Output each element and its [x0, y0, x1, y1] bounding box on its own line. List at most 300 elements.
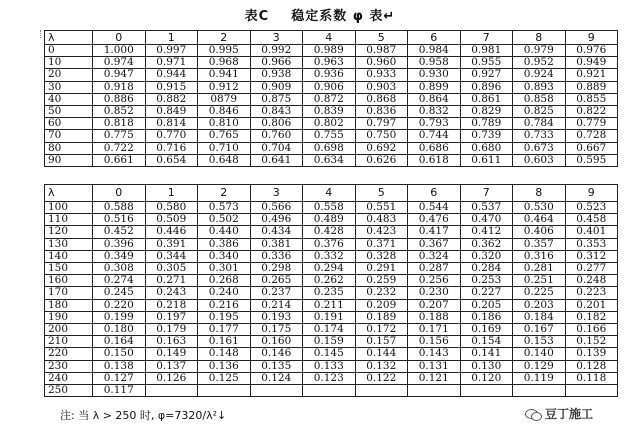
coefficient-cell: 0.464: [513, 214, 566, 226]
lambda-cell: 20: [45, 69, 93, 81]
coefficient-cell: 0.760: [250, 130, 303, 142]
coefficient-cell: 0.138: [93, 360, 146, 372]
coefficient-cell: 0.868: [355, 93, 408, 105]
column-header: 8: [513, 31, 566, 45]
document-title: [0, 5, 640, 24]
coefficient-cell: 0.245: [93, 287, 146, 299]
coefficient-cell: 0.434: [250, 226, 303, 238]
coefficient-cell: [565, 385, 618, 397]
coefficient-cell: 0.924: [513, 69, 566, 81]
coefficient-cell: 0.143: [408, 348, 461, 360]
lambda-cell: 30: [45, 81, 93, 93]
coefficient-cell: 0.144: [355, 348, 408, 360]
coefficient-cell: 0.987: [355, 45, 408, 57]
coefficient-cell: [355, 385, 408, 397]
lambda-cell: 0: [45, 45, 93, 57]
lambda-cell: 100: [45, 202, 93, 214]
coefficient-cell: 0.906: [303, 81, 356, 93]
coefficient-cell: 0.349: [93, 250, 146, 262]
coefficient-cell: 0.225: [513, 287, 566, 299]
coefficient-cell: 0.960: [355, 57, 408, 69]
coefficient-cell: 0.353: [565, 238, 618, 250]
coefficient-cell: 0.573: [198, 202, 251, 214]
lambda-cell: 190: [45, 311, 93, 323]
lambda-cell: 80: [45, 142, 93, 154]
coefficient-cell: 0.243: [145, 287, 198, 299]
speech-bubbles-icon: [524, 407, 542, 421]
column-header: 7: [460, 31, 513, 45]
coefficient-cell: 0.849: [145, 106, 198, 118]
coefficient-cell: 0.810: [198, 118, 251, 130]
coefficient-cell: 0.197: [145, 311, 198, 323]
coefficient-cell: 0.739: [460, 130, 513, 142]
coefficient-cell: 0.661: [93, 154, 146, 166]
coefficient-cell: 0.262: [303, 275, 356, 287]
coefficient-cell: 0.496: [250, 214, 303, 226]
coefficient-cell: 0.981: [460, 45, 513, 57]
coefficient-cell: 0.256: [408, 275, 461, 287]
coefficient-cell: 0.332: [303, 250, 356, 262]
coefficient-cell: 0.875: [250, 93, 303, 105]
lambda-cell: 110: [45, 214, 93, 226]
coefficient-cell: 0.328: [355, 250, 408, 262]
coefficient-cell: 0.301: [198, 263, 251, 275]
coefficient-cell: 0.551: [355, 202, 408, 214]
coefficient-cell: 0.673: [513, 142, 566, 154]
coefficient-cell: 0.611: [460, 154, 513, 166]
coefficient-cell: 0.189: [355, 311, 408, 323]
stability-coefficient-table-2: [44, 184, 618, 397]
coefficient-cell: 0.268: [198, 275, 251, 287]
column-header: 9: [565, 185, 618, 202]
coefficient-cell: 0.357: [513, 238, 566, 250]
stability-coefficient-table-1: [44, 30, 618, 167]
coefficient-cell: 0.344: [145, 250, 198, 262]
coefficient-cell: 0.595: [565, 154, 618, 166]
coefficient-cell: 0.686: [408, 142, 461, 154]
coefficient-cell: 0.123: [303, 372, 356, 384]
coefficient-cell: 0.667: [565, 142, 618, 154]
coefficient-cell: 0.362: [460, 238, 513, 250]
text-cursor-marker: [40, 30, 43, 38]
coefficient-cell: 0.634: [303, 154, 356, 166]
coefficient-cell: 0.909: [250, 81, 303, 93]
coefficient-cell: 0.698: [303, 142, 356, 154]
coefficient-cell: 0.218: [145, 299, 198, 311]
coefficient-cell: 0.166: [565, 324, 618, 336]
coefficient-cell: 0.779: [565, 118, 618, 130]
column-header: 6: [408, 185, 461, 202]
lambda-cell: 140: [45, 250, 93, 262]
coefficient-cell: 0.145: [303, 348, 356, 360]
coefficient-cell: 0.149: [145, 348, 198, 360]
coefficient-cell: 0.281: [513, 263, 566, 275]
coefficient-cell: [408, 385, 461, 397]
coefficient-cell: [145, 385, 198, 397]
coefficient-cell: 0.391: [145, 238, 198, 250]
coefficient-cell: 0.440: [198, 226, 251, 238]
coefficient-cell: 0.401: [565, 226, 618, 238]
coefficient-cell: 0.117: [93, 385, 146, 397]
table-row: [45, 336, 618, 348]
lambda-cell: 240: [45, 372, 93, 384]
coefficient-cell: 0.806: [250, 118, 303, 130]
coefficient-cell: [250, 385, 303, 397]
coefficient-cell: 0.220: [93, 299, 146, 311]
coefficient-cell: 0.284: [460, 263, 513, 275]
column-header: 5: [355, 185, 408, 202]
column-header: 3: [250, 185, 303, 202]
table-row: [45, 45, 618, 57]
lambda-cell: 210: [45, 336, 93, 348]
coefficient-cell: 0.207: [408, 299, 461, 311]
coefficient-cell: 0.227: [460, 287, 513, 299]
coefficient-cell: 0.825: [513, 106, 566, 118]
coefficient-cell: 0.858: [513, 93, 566, 105]
coefficient-cell: 0.175: [250, 324, 303, 336]
coefficient-cell: 0.893: [513, 81, 566, 93]
coefficient-cell: 0.172: [355, 324, 408, 336]
coefficient-cell: 1.000: [93, 45, 146, 57]
lambda-cell: 40: [45, 93, 93, 105]
column-header: 6: [408, 31, 461, 45]
coefficient-cell: 0.864: [408, 93, 461, 105]
coefficient-cell: 0.832: [408, 106, 461, 118]
coefficient-cell: 0.997: [145, 45, 198, 57]
coefficient-cell: 0.184: [513, 311, 566, 323]
coefficient-cell: 0.174: [303, 324, 356, 336]
coefficient-cell: 0.124: [250, 372, 303, 384]
table-row: [45, 263, 618, 275]
coefficient-cell: 0.733: [513, 130, 566, 142]
coefficient-cell: 0.381: [250, 238, 303, 250]
column-header: 4: [303, 31, 356, 45]
coefficient-cell: 0.121: [408, 372, 461, 384]
lambda-header: λ: [45, 185, 93, 202]
table-row: [45, 226, 618, 238]
coefficient-cell: 0.818: [93, 118, 146, 130]
column-header: 0: [93, 31, 146, 45]
coefficient-cell: 0.248: [565, 275, 618, 287]
coefficient-cell: 0.692: [355, 142, 408, 154]
coefficient-cell: 0.129: [513, 360, 566, 372]
coefficient-cell: 0.119: [513, 372, 566, 384]
coefficient-cell: 0.428: [303, 226, 356, 238]
coefficient-cell: 0.139: [565, 348, 618, 360]
coefficient-cell: 0.179: [145, 324, 198, 336]
title-text: 稳定系数 φ 表↵: [291, 9, 396, 24]
coefficient-cell: 0.839: [303, 106, 356, 118]
coefficient-cell: 0.209: [355, 299, 408, 311]
coefficient-cell: [513, 385, 566, 397]
coefficient-cell: 0.118: [565, 372, 618, 384]
coefficient-cell: 0.423: [355, 226, 408, 238]
coefficient-cell: 0.169: [460, 324, 513, 336]
coefficient-cell: 0.153: [513, 336, 566, 348]
table-row: [45, 154, 618, 166]
coefficient-cell: 0.291: [355, 263, 408, 275]
table-row: [45, 311, 618, 323]
coefficient-cell: 0.316: [513, 250, 566, 262]
coefficient-cell: 0.127: [93, 372, 146, 384]
coefficient-cell: 0.963: [303, 57, 356, 69]
coefficient-cell: 0.984: [408, 45, 461, 57]
coefficient-cell: 0.958: [408, 57, 461, 69]
coefficient-cell: 0.376: [303, 238, 356, 250]
table-row: [45, 238, 618, 250]
coefficient-cell: 0.502: [198, 214, 251, 226]
coefficient-cell: 0.489: [303, 214, 356, 226]
coefficient-cell: 0.203: [513, 299, 566, 311]
coefficient-cell: 0.855: [565, 93, 618, 105]
lambda-cell: 160: [45, 275, 93, 287]
coefficient-cell: 0.122: [355, 372, 408, 384]
table-row: [45, 93, 618, 105]
table-row: [45, 348, 618, 360]
coefficient-cell: 0.195: [198, 311, 251, 323]
lambda-cell: 180: [45, 299, 93, 311]
watermark-text: 豆丁施工: [545, 407, 594, 421]
coefficient-cell: 0.588: [93, 202, 146, 214]
coefficient-cell: 0.750: [355, 130, 408, 142]
coefficient-cell: 0.523: [565, 202, 618, 214]
lambda-cell: 70: [45, 130, 93, 142]
coefficient-cell: 0.193: [250, 311, 303, 323]
coefficient-cell: 0.458: [565, 214, 618, 226]
coefficient-cell: 0.259: [355, 275, 408, 287]
coefficient-cell: 0.180: [93, 324, 146, 336]
table-row: [45, 372, 618, 384]
table-row: [45, 202, 618, 214]
coefficient-cell: 0.992: [250, 45, 303, 57]
coefficient-cell: 0.938: [250, 69, 303, 81]
coefficient-cell: 0.230: [408, 287, 461, 299]
lambda-cell: 230: [45, 360, 93, 372]
coefficient-cell: 0.843: [250, 106, 303, 118]
coefficient-cell: 0.287: [408, 263, 461, 275]
coefficient-cell: 0.558: [303, 202, 356, 214]
coefficient-cell: 0.371: [355, 238, 408, 250]
coefficient-cell: 0.680: [460, 142, 513, 154]
coefficient-cell: 0.654: [145, 154, 198, 166]
lambda-cell: 90: [45, 154, 93, 166]
column-header: 7: [460, 185, 513, 202]
coefficient-cell: 0.537: [460, 202, 513, 214]
coefficient-cell: 0.641: [250, 154, 303, 166]
coefficient-cell: 0.793: [408, 118, 461, 130]
coefficient-cell: 0.899: [408, 81, 461, 93]
coefficient-cell: 0.340: [198, 250, 251, 262]
coefficient-cell: 0.566: [250, 202, 303, 214]
coefficient-cell: 0.618: [408, 154, 461, 166]
lambda-cell: 120: [45, 226, 93, 238]
table-header-row: [45, 31, 618, 45]
column-header: 1: [145, 185, 198, 202]
column-header: 3: [250, 31, 303, 45]
coefficient-cell: 0.933: [355, 69, 408, 81]
coefficient-cell: 0.130: [460, 360, 513, 372]
coefficient-cell: 0.797: [355, 118, 408, 130]
coefficient-cell: 0.140: [513, 348, 566, 360]
coefficient-cell: 0.132: [355, 360, 408, 372]
coefficient-cell: 0.974: [93, 57, 146, 69]
coefficient-cell: 0.148: [198, 348, 251, 360]
coefficient-cell: 0.135: [250, 360, 303, 372]
table-header-row: [45, 185, 618, 202]
coefficient-cell: 0.846: [198, 106, 251, 118]
coefficient-cell: 0.470: [460, 214, 513, 226]
coefficient-cell: 0.188: [408, 311, 461, 323]
coefficient-cell: 0.976: [565, 45, 618, 57]
column-header: 8: [513, 185, 566, 202]
coefficient-cell: 0.882: [145, 93, 198, 105]
table-row: [45, 250, 618, 262]
coefficient-cell: 0.744: [408, 130, 461, 142]
formula-note: 注: 当 λ > 250 时, φ=7320/λ²↓: [60, 409, 227, 422]
coefficient-cell: 0.131: [408, 360, 461, 372]
table-row: [45, 324, 618, 336]
coefficient-cell: 0.199: [93, 311, 146, 323]
coefficient-cell: 0.530: [513, 202, 566, 214]
coefficient-cell: 0.146: [250, 348, 303, 360]
coefficient-cell: 0.915: [145, 81, 198, 93]
coefficient-cell: 0.648: [198, 154, 251, 166]
coefficient-cell: 0.710: [198, 142, 251, 154]
coefficient-cell: 0.205: [460, 299, 513, 311]
coefficient-cell: 0.251: [513, 275, 566, 287]
coefficient-cell: 0.728: [565, 130, 618, 142]
coefficient-cell: 0.626: [355, 154, 408, 166]
coefficient-cell: 0.214: [250, 299, 303, 311]
coefficient-cell: 0.163: [145, 336, 198, 348]
coefficient-cell: 0.789: [460, 118, 513, 130]
table-row: [45, 360, 618, 372]
coefficient-cell: 0.167: [513, 324, 566, 336]
coefficient-cell: 0.308: [93, 263, 146, 275]
coefficient-cell: 0.164: [93, 336, 146, 348]
coefficient-cell: 0.903: [355, 81, 408, 93]
coefficient-cell: 0.412: [460, 226, 513, 238]
coefficient-cell: 0.141: [460, 348, 513, 360]
coefficient-cell: 0.509: [145, 214, 198, 226]
coefficient-cell: 0.930: [408, 69, 461, 81]
coefficient-cell: 0.125: [198, 372, 251, 384]
lambda-cell: 60: [45, 118, 93, 130]
coefficient-cell: 0.872: [303, 93, 356, 105]
lambda-header: λ: [45, 31, 93, 45]
coefficient-cell: 0.186: [460, 311, 513, 323]
coefficient-cell: 0879: [198, 93, 251, 105]
coefficient-cell: 0.918: [93, 81, 146, 93]
coefficient-cell: 0.336: [250, 250, 303, 262]
coefficient-cell: 0.223: [565, 287, 618, 299]
lambda-cell: 50: [45, 106, 93, 118]
coefficient-cell: 0.941: [198, 69, 251, 81]
column-header: 2: [198, 185, 251, 202]
coefficient-cell: 0.150: [93, 348, 146, 360]
coefficient-cell: 0.232: [355, 287, 408, 299]
lambda-cell: 200: [45, 324, 93, 336]
coefficient-cell: 0.324: [408, 250, 461, 262]
coefficient-cell: [303, 385, 356, 397]
coefficient-cell: 0.912: [198, 81, 251, 93]
coefficient-cell: 0.765: [198, 130, 251, 142]
coefficient-cell: 0.160: [250, 336, 303, 348]
coefficient-cell: 0.814: [145, 118, 198, 130]
lambda-cell: 250: [45, 385, 93, 397]
coefficient-cell: 0.966: [250, 57, 303, 69]
coefficient-cell: 0.161: [198, 336, 251, 348]
lambda-cell: 10: [45, 57, 93, 69]
table-row: [45, 57, 618, 69]
coefficient-cell: 0.755: [303, 130, 356, 142]
lambda-cell: 130: [45, 238, 93, 250]
coefficient-cell: 0.120: [460, 372, 513, 384]
coefficient-cell: 0.704: [250, 142, 303, 154]
coefficient-cell: 0.770: [145, 130, 198, 142]
coefficient-cell: 0.271: [145, 275, 198, 287]
column-header: 0: [93, 185, 146, 202]
coefficient-cell: 0.191: [303, 311, 356, 323]
coefficient-cell: 0.182: [565, 311, 618, 323]
coefficient-cell: 0.989: [303, 45, 356, 57]
coefficient-cell: 0.947: [93, 69, 146, 81]
coefficient-cell: 0.822: [565, 106, 618, 118]
coefficient-cell: 0.995: [198, 45, 251, 57]
table-row: [45, 385, 618, 397]
table-row: [45, 81, 618, 93]
coefficient-cell: 0.157: [355, 336, 408, 348]
table-row: [45, 118, 618, 130]
coefficient-cell: 0.802: [303, 118, 356, 130]
coefficient-cell: 0.544: [408, 202, 461, 214]
coefficient-cell: 0.305: [145, 263, 198, 275]
coefficient-cell: 0.580: [145, 202, 198, 214]
column-header: 2: [198, 31, 251, 45]
coefficient-cell: 0.936: [303, 69, 356, 81]
coefficient-cell: 0.128: [565, 360, 618, 372]
coefficient-cell: 0.861: [460, 93, 513, 105]
coefficient-cell: 0.516: [93, 214, 146, 226]
coefficient-cell: 0.277: [565, 263, 618, 275]
table-row: [45, 214, 618, 226]
coefficient-cell: 0.716: [145, 142, 198, 154]
coefficient-cell: 0.294: [303, 263, 356, 275]
coefficient-cell: 0.156: [408, 336, 461, 348]
coefficient-cell: 0.159: [303, 336, 356, 348]
coefficient-cell: 0.979: [513, 45, 566, 57]
coefficient-cell: 0.889: [565, 81, 618, 93]
lambda-cell: 150: [45, 263, 93, 275]
coefficient-cell: 0.446: [145, 226, 198, 238]
table-row: [45, 275, 618, 287]
coefficient-cell: 0.476: [408, 214, 461, 226]
coefficient-cell: 0.126: [145, 372, 198, 384]
coefficient-cell: 0.386: [198, 238, 251, 250]
coefficient-cell: 0.417: [408, 226, 461, 238]
coefficient-cell: 0.211: [303, 299, 356, 311]
coefficient-cell: 0.775: [93, 130, 146, 142]
coefficient-cell: 0.235: [303, 287, 356, 299]
coefficient-cell: 0.237: [250, 287, 303, 299]
column-header: 5: [355, 31, 408, 45]
coefficient-cell: 0.298: [250, 263, 303, 275]
coefficient-cell: 0.968: [198, 57, 251, 69]
coefficient-cell: 0.952: [513, 57, 566, 69]
table-row: [45, 106, 618, 118]
coefficient-cell: 0.320: [460, 250, 513, 262]
coefficient-cell: 0.829: [460, 106, 513, 118]
